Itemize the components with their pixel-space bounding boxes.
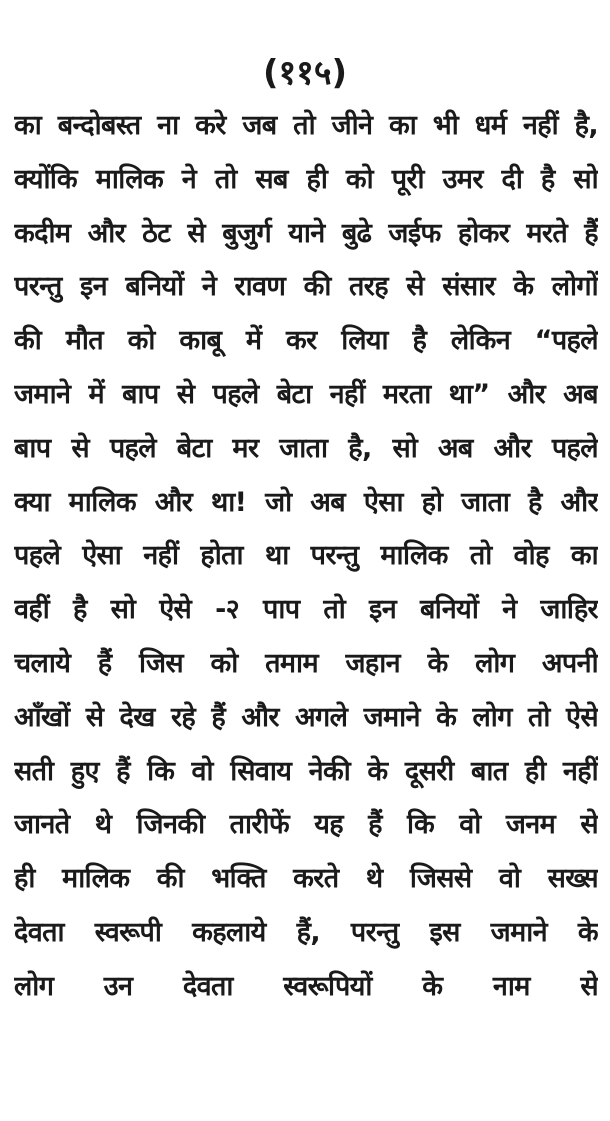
- text-line-16: देवता स्वरूपी कहलाये हैं, परन्तु इस जमाने के: [14, 916, 598, 948]
- body-text: [14, 99, 598, 1014]
- text-line-12: आँखों से देख रहे हैं और अगले जमाने के लोग तो ऐसे: [14, 701, 598, 733]
- text-line-1: का बन्दोबस्त ना करे जब तो जीने का भी धर्म नहीं है,: [14, 110, 598, 141]
- text-line-5: की मौत को काबू में कर लिया है लेकिन “पहले: [14, 325, 598, 357]
- text-line-2: क्योंकि मालिक ने तो सब ही को पूरी उमर दी है सो: [14, 163, 598, 195]
- text-line-13: सती हुए हैं कि वो सिवाय नेकी के दूसरी बात ही नहीं: [14, 755, 598, 787]
- text-line-9: पहले ऐसा नहीं होता था परन्तु मालिक तो वोह का: [14, 540, 598, 572]
- text-line-14: जानते थे जिनकी तारीफें यह हैं कि वो जनम से: [14, 809, 598, 841]
- text-line-4: परन्तु इन बनियों ने रावण की तरह से संसार के लोगों: [14, 271, 598, 303]
- text-line-17: लोग उन देवता स्वरूपियों के नाम से: [14, 970, 598, 1002]
- page-number: (११५): [262, 53, 348, 93]
- text-line-10: वहीं है सो ऐसे -२ पाप तो इन बनियों ने जाहिर: [14, 594, 598, 626]
- text-line-3: कदीम और ठेट से बुजुर्ग याने बुढे जईफ होकर मरते हैं: [14, 217, 598, 249]
- text-line-7: बाप से पहले बेटा मर जाता है, सो अब और पहले: [14, 432, 598, 464]
- text-line-15: ही मालिक की भक्ति करते थे जिससे वो सख्स: [14, 863, 598, 895]
- text-line-6: जमाने में बाप से पहले बेटा नहीं मरता था” और अब: [14, 378, 598, 410]
- text-line-11: चलाये हैं जिस को तमाम जहान के लोग अपनी: [14, 647, 598, 679]
- text-line-8: क्या मालिक और था! जो अब ऐसा हो जाता है और: [14, 486, 598, 518]
